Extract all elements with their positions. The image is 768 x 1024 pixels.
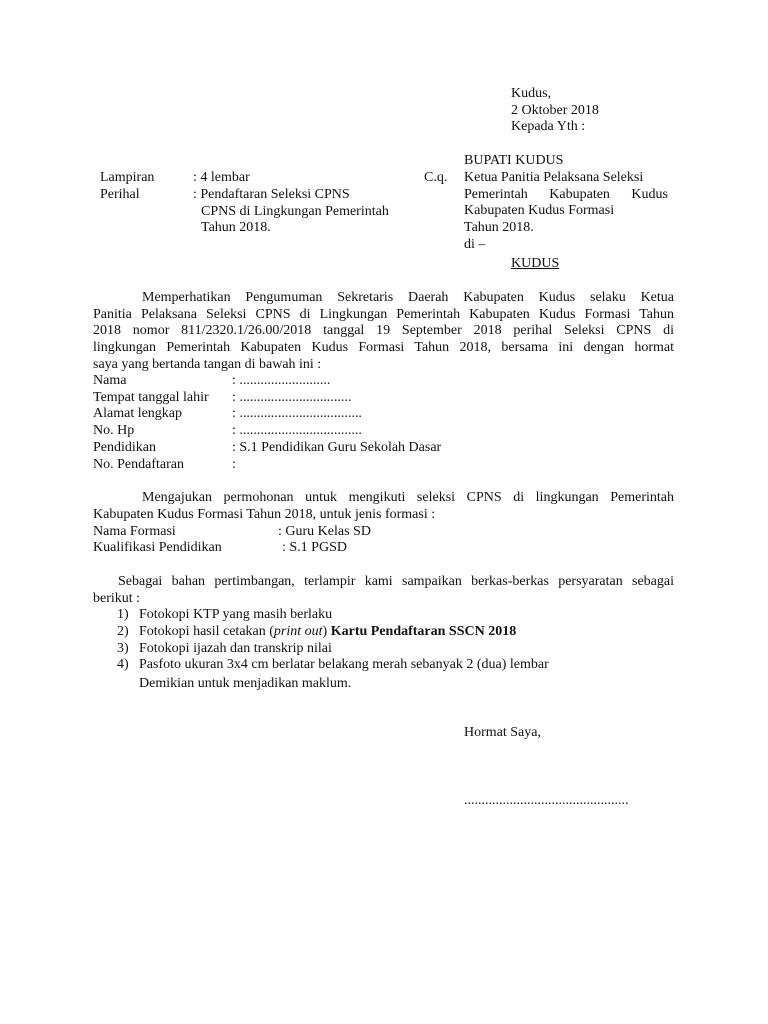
list-number: 1) xyxy=(117,607,129,622)
request-line: Mengajukan permohonan untuk mengikuti seleksi CPNS di lingkungan Pemerintah xyxy=(142,490,674,505)
recipient-line: Pemerintah Kabupaten Kudus xyxy=(464,186,668,202)
intro-paragraph xyxy=(93,290,674,374)
identity-label: Nama xyxy=(93,373,127,388)
identity-value: : ................................... xyxy=(232,406,362,421)
recipient-di: di – xyxy=(464,236,486,252)
intro-line: saya yang bertanda tangan di bawah ini : xyxy=(93,356,322,372)
perihal-line: CPNS di Lingkungan Pemerintah xyxy=(201,203,389,219)
identity-value: : .......................... xyxy=(232,373,331,388)
letter-addressee-intro: Kepada Yth : xyxy=(511,119,586,135)
recipient-line: Kabupaten Kudus Formasi xyxy=(464,203,615,219)
recipient-city: KUDUS xyxy=(511,256,560,271)
request-paragraph xyxy=(93,490,674,523)
recipient-block xyxy=(464,170,668,253)
list-item-italic: print out xyxy=(273,624,323,639)
intro-line: 2018 nomor 811/2320.1/26.00/2018 tanggal 19 September 2018 perihal Seleksi CPNS di xyxy=(93,323,674,339)
kualifikasi-value: : S.1 PGSD xyxy=(282,540,347,555)
list-item: Fotokopi ijazah dan transkrip nilai xyxy=(139,641,332,656)
identity-value: : ................................... xyxy=(232,423,362,438)
list-item-text: ) xyxy=(322,624,331,639)
identity-label: Pendidikan xyxy=(93,440,156,455)
list-item-text: Fotokopi hasil cetakan ( xyxy=(139,624,274,639)
perihal-line: Tahun 2018. xyxy=(201,220,271,236)
list-item xyxy=(139,624,516,641)
list-number: 2) xyxy=(117,624,129,639)
list-number: 4) xyxy=(117,657,129,672)
list-item: Pasfoto ukuran 3x4 cm berlatar belakang merah sebanyak 2 (dua) lembar xyxy=(139,657,549,672)
intro-line: Memperhatikan Pengumuman Sekretaris Daerah Kabupaten Kudus selaku Ketua xyxy=(142,290,674,305)
lampiran-value: : 4 lembar xyxy=(193,170,250,185)
kualifikasi-label: Kualifikasi Pendidikan xyxy=(93,540,222,555)
formasi-value: : Guru Kelas SD xyxy=(278,524,371,539)
header-block xyxy=(511,86,599,136)
closing-statement: Demikian untuk menjadikan maklum. xyxy=(139,676,352,691)
list-number: 3) xyxy=(117,641,129,656)
recipient-title: BUPATI KUDUS xyxy=(464,153,564,168)
signature-line: ............................................... xyxy=(464,793,629,808)
formasi-label: Nama Formasi xyxy=(93,524,176,539)
letter-date: 2 Oktober 2018 xyxy=(511,102,599,118)
attachments-line: Sebagai bahan pertimbangan, terlampir kami sampaikan berkas-berkas persyaratan sebagai xyxy=(118,574,674,589)
identity-label: Alamat lengkap xyxy=(93,406,183,421)
recipient-cq: C.q. xyxy=(424,170,448,185)
intro-line: Panitia Pelaksana Seleksi CPNS di Lingkungan Pemerintah Kabupaten Kudus Formasi Tahun xyxy=(93,306,674,322)
identity-value: : ................................ xyxy=(232,390,352,405)
perihal-label: Perihal xyxy=(100,187,140,202)
request-line: Kabupaten Kudus Formasi Tahun 2018, untuk jenis formasi : xyxy=(93,506,436,522)
signature-greeting: Hormat Saya, xyxy=(464,725,541,740)
list-item-bold: Kartu Pendaftaran SSCN 2018 xyxy=(330,624,517,639)
identity-value: : S.1 Pendidikan Guru Sekolah Dasar xyxy=(232,440,442,455)
perihal-line: : Pendaftaran Seleksi CPNS xyxy=(193,187,350,202)
intro-line: lingkungan Pemerintah Kabupaten Kudus Formasi Tahun 2018, bersama ini dengan hormat xyxy=(93,340,674,356)
recipient-line: Tahun 2018. xyxy=(464,220,534,236)
list-item: Fotokopi KTP yang masih berlaku xyxy=(139,607,333,622)
lampiran-label: Lampiran xyxy=(100,170,155,185)
recipient-line: Ketua Panitia Pelaksana Seleksi xyxy=(464,170,644,185)
identity-label: No. Pendaftaran xyxy=(93,457,184,472)
identity-label: Tempat tanggal lahir xyxy=(93,390,209,405)
letter-place: Kudus, xyxy=(511,86,552,101)
attachments-line: berikut : xyxy=(93,590,141,606)
perihal-value xyxy=(193,187,389,237)
attachments-paragraph xyxy=(93,574,674,607)
identity-label: No. Hp xyxy=(93,423,135,438)
identity-value: : xyxy=(232,457,236,472)
